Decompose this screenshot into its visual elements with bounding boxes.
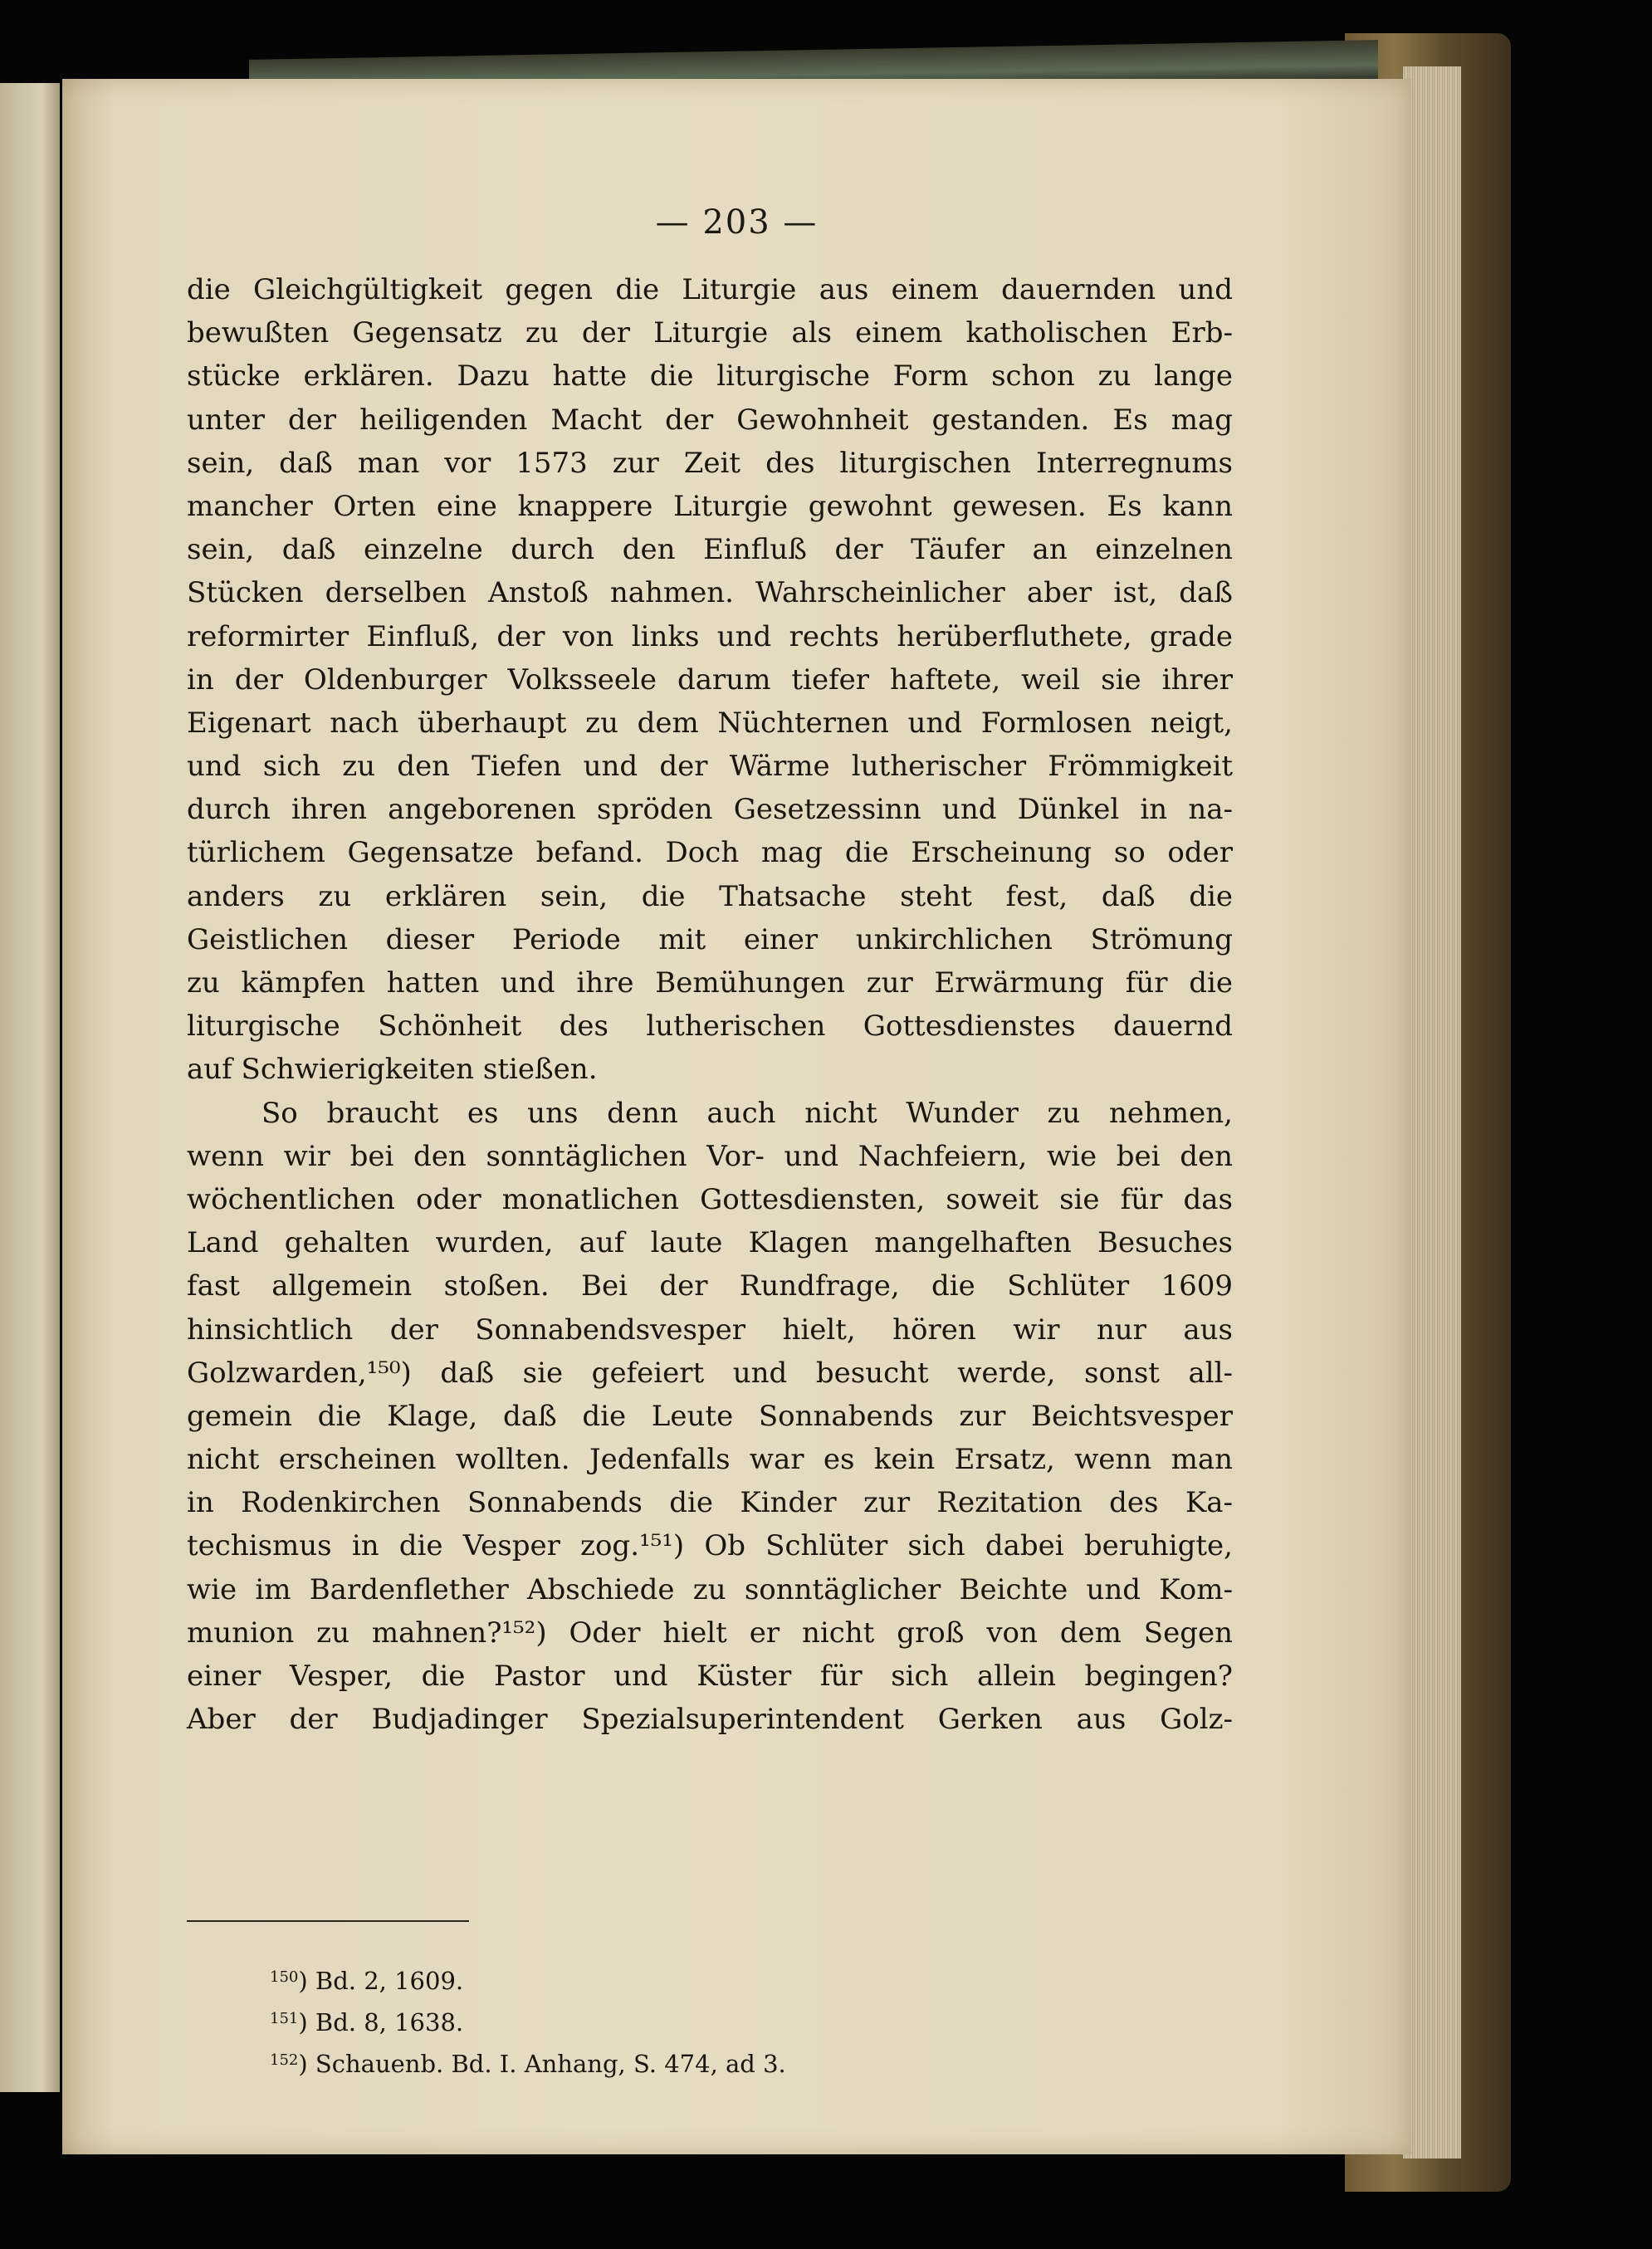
text-line: stücke erklären. Dazu hatte die liturgische Form schon zu lange [187,359,1233,394]
page-number: — 203 — [655,203,819,242]
page-edges [1403,66,1461,2159]
text-line: wie im Bardenflether Abschiede zu sonntäglicher Beichte und Kom- [187,1572,1233,1606]
text-line: wöchentlichen oder monatlichen Gottesdiensten, soweit sie für das [187,1182,1233,1216]
text-line: sein, daß einzelne durch den Einfluß der Täufer an einzelnen [187,533,1233,567]
footnote [270,1998,786,2040]
footnote-divider [187,1920,469,1922]
text-line: in der Oldenburger Volksseele darum tiefer haftete, weil sie ihrer [187,662,1233,697]
text-line: Stücken derselben Anstoß nahmen. Wahrscheinlicher aber ist, daß [187,576,1233,610]
book-page [62,79,1411,2154]
text-line: Golzwarden,¹⁵⁰) daß sie gefeiert und besucht werde, sonst all- [187,1356,1233,1390]
text-line: techismus in die Vesper zog.¹⁵¹) Ob Schlüter sich dabei beruhigte, [187,1529,1233,1563]
body-text [187,268,1233,1741]
text-line: mancher Orten eine knappere Liturgie gewohnt gewesen. Es kann [187,489,1233,523]
text-line: Land gehalten wurden, auf laute Klagen mangelhaften Besuches [187,1226,1233,1260]
left-page-edge [0,83,60,2092]
text-line: türlichem Gegensatze befand. Doch mag die Erscheinung so oder [187,836,1233,870]
text-line: und sich zu den Tiefen und der Wärme lutherischer Frömmigkeit [187,750,1233,784]
text-line: Aber der Budjadinger Spezialsuperintendent Gerken aus Golz- [187,1703,1233,1737]
footnote-mark: 152 [270,2051,299,2069]
text-line: bewußten Gegensatz zu der Liturgie als einem katholischen Erb- [187,316,1233,350]
text-line: unter der heiligenden Macht der Gewohnheit gestanden. Es mag [187,403,1233,437]
footnote-text: ) Schauenb. Bd. I. Anhang, S. 474, ad 3. [298,2050,786,2078]
text-line: liturgische Schönheit des lutherischen Gottesdienstes dauernd [187,1010,1233,1044]
text-line: reformirter Einfluß, der von links und rechts herüberfluthete, grade [187,619,1233,653]
text-line: munion zu mahnen?¹⁵²) Oder hielt er nicht groß von dem Segen [187,1616,1233,1650]
text-line: auf Schwierigkeiten stießen. [187,1053,598,1087]
text-line: einer Vesper, die Pastor und Küster für sich allein begingen? [187,1660,1233,1693]
footnote [270,2040,786,2081]
footnotes [270,1957,786,2081]
footnote [270,1957,786,1998]
text-line: So braucht es uns denn auch nicht Wunder zu nehmen, [261,1096,1233,1130]
text-line: sein, daß man vor 1573 zur Zeit des liturgischen Interregnums [187,446,1233,480]
footnote-mark: 150 [270,1968,299,1986]
text-line: hinsichtlich der Sonnabendsvesper hielt, hören wir nur aus [187,1313,1233,1347]
text-line: anders zu erklären sein, die Thatsache steht fest, daß die [187,879,1233,913]
text-line: zu kämpfen hatten und ihre Bemühungen zur Erwärmung für die [187,966,1233,1000]
text-line: nicht erscheinen wollten. Jedenfalls war es kein Ersatz, wenn man [187,1443,1233,1477]
footnote-mark: 151 [270,2010,299,2027]
text-line: die Gleichgültigkeit gegen die Liturgie aus einem dauernden und [187,273,1233,306]
text-line: durch ihren angeborenen spröden Gesetzessinn und Dünkel in na- [187,793,1233,827]
text-line: Eigenart nach überhaupt zu dem Nüchternen und Formlosen neigt, [187,706,1233,740]
text-line: Geistlichen dieser Periode mit einer unkirchlichen Strömung [187,922,1233,956]
text-line: wenn wir bei den sonntäglichen Vor- und Nachfeiern, wie bei den [187,1139,1233,1173]
footnote-text: ) Bd. 2, 1609. [298,1967,464,1995]
text-line: in Rodenkirchen Sonnabends die Kinder zur Rezitation des Ka- [187,1486,1233,1520]
text-line: fast allgemein stoßen. Bei der Rundfrage, die Schlüter 1609 [187,1269,1233,1303]
footnote-text: ) Bd. 8, 1638. [298,2008,464,2036]
text-line: gemein die Klage, daß die Leute Sonnabends zur Beichtsvesper [187,1399,1233,1433]
